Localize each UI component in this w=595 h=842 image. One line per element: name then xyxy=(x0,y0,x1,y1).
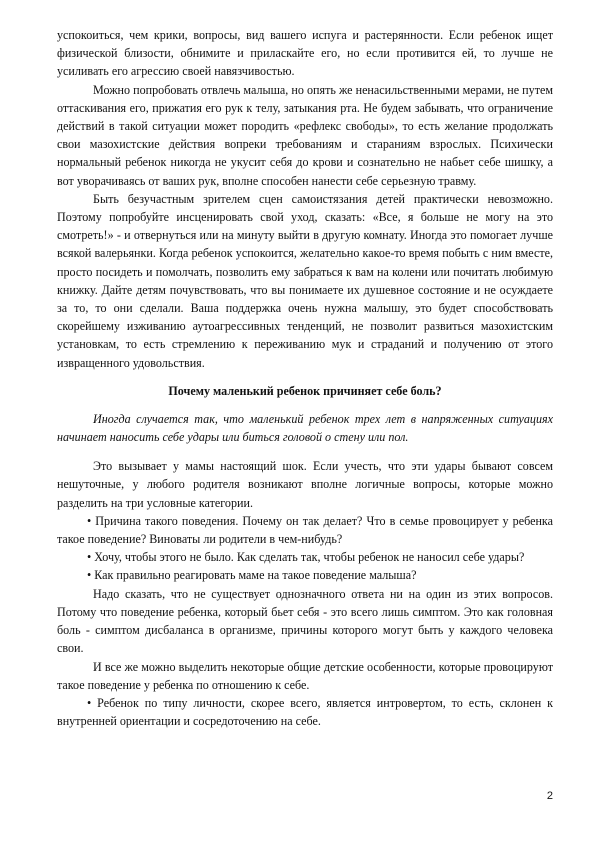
page-number: 2 xyxy=(546,790,553,802)
paragraph: Это вызывает у мамы настоящий шок. Если учесть, что эти удары бывают совсем нешуточные, у любого родителя возникают вполне логичные вопросы, которые можно разделить на три условные категории. xyxy=(57,459,553,510)
bullet-item: • Причина такого поведения. Почему он так делает? Что в семье провоцирует у ребенка такое поведение? Виноваты ли родители в чем-нибудь? xyxy=(57,513,553,547)
paragraph: Можно попробовать отвлечь малыша, но опять же ненасильственными мерами, не путем оттаскивания его, прижатия его рук к телу, затыкания рта. Не будем забывать, что ограничение действий в такой ситуации может породить «рефлекс свободы», то есть желание продолжать свои мазохистские действия вопреки требованиям и стараниям взрослых. Психически нормальный ребенок никогда не укусит себя до крови и сознательно не набьет себе шишку, а вот уворачиваясь от ваших рук, вполне способен нанести себе серьезную травму. xyxy=(57,82,553,188)
section-subtitle: Иногда случается так, что маленький ребенок трех лет в напряженных ситуациях начинает наносить себе удары или биться головой о стену или пол. xyxy=(57,411,553,445)
paragraph: успокоиться, чем крики, вопросы, вид вашего испуга и растерянности. Если ребенок ищет физической близости, обнимите и приласкайте его, но если противится ей, то лучше не усиливать его агрессию своей навязчивостью. xyxy=(57,28,553,79)
paragraph: И все же можно выделить некоторые общие детские особенности, которые провоцируют такое поведение у ребенка по отношению к себе. xyxy=(57,659,553,692)
paragraph: Быть безучастным зрителем сцен самоистязания детей практически невозможно. Поэтому попробуйте инсценировать свой уход, сказать: «Все, я больше не могу на это смотреть!» - и отвернуться или на минуту выйти в другую комнату. Иногда это помогает лучше всякой валерьянки. Когда ребенок успокоится, желательно какое-то время побыть с ним вместе, просто посидеть и помолчать, позволить ему забраться к вам на колени или почитать любимую книжку. Дайте детям почувствовать, что вы понимаете их душевное состояние и не осуждаете за то, то они сделали. Ваша поддержка очень нужна малышу, это будет способствовать скорейшему изживанию аутоагрессивных тенденций, не позволит развиться мазохистским установкам, то есть стремлению к переживанию мук и страданий и получению от этого извращенного удовольствия. xyxy=(57,191,553,370)
bullet-item: • Ребенок по типу личности, скорее всего, является интровертом, то есть, склонен к внутренней ориентации и сосредоточению на себе. xyxy=(57,695,553,729)
document-body xyxy=(57,26,553,730)
bullet-item: • Как правильно реагировать маме на такое поведение малыша? xyxy=(87,568,417,583)
section-heading: Почему маленький ребенок причиняет себе боль? xyxy=(168,383,442,398)
paragraph: Надо сказать, что не существует однозначного ответа ни на один из этих вопросов. Потому что поведение ребенка, который бьет себя - это всего лишь симптом. Это как головная боль - симптом дисбаланса в организме, причины которого могут быть у каждого человека свои. xyxy=(57,586,553,656)
bullet-item: • Хочу, чтобы этого не было. Как сделать так, чтобы ребенок не наносил себе удары? xyxy=(87,550,525,565)
